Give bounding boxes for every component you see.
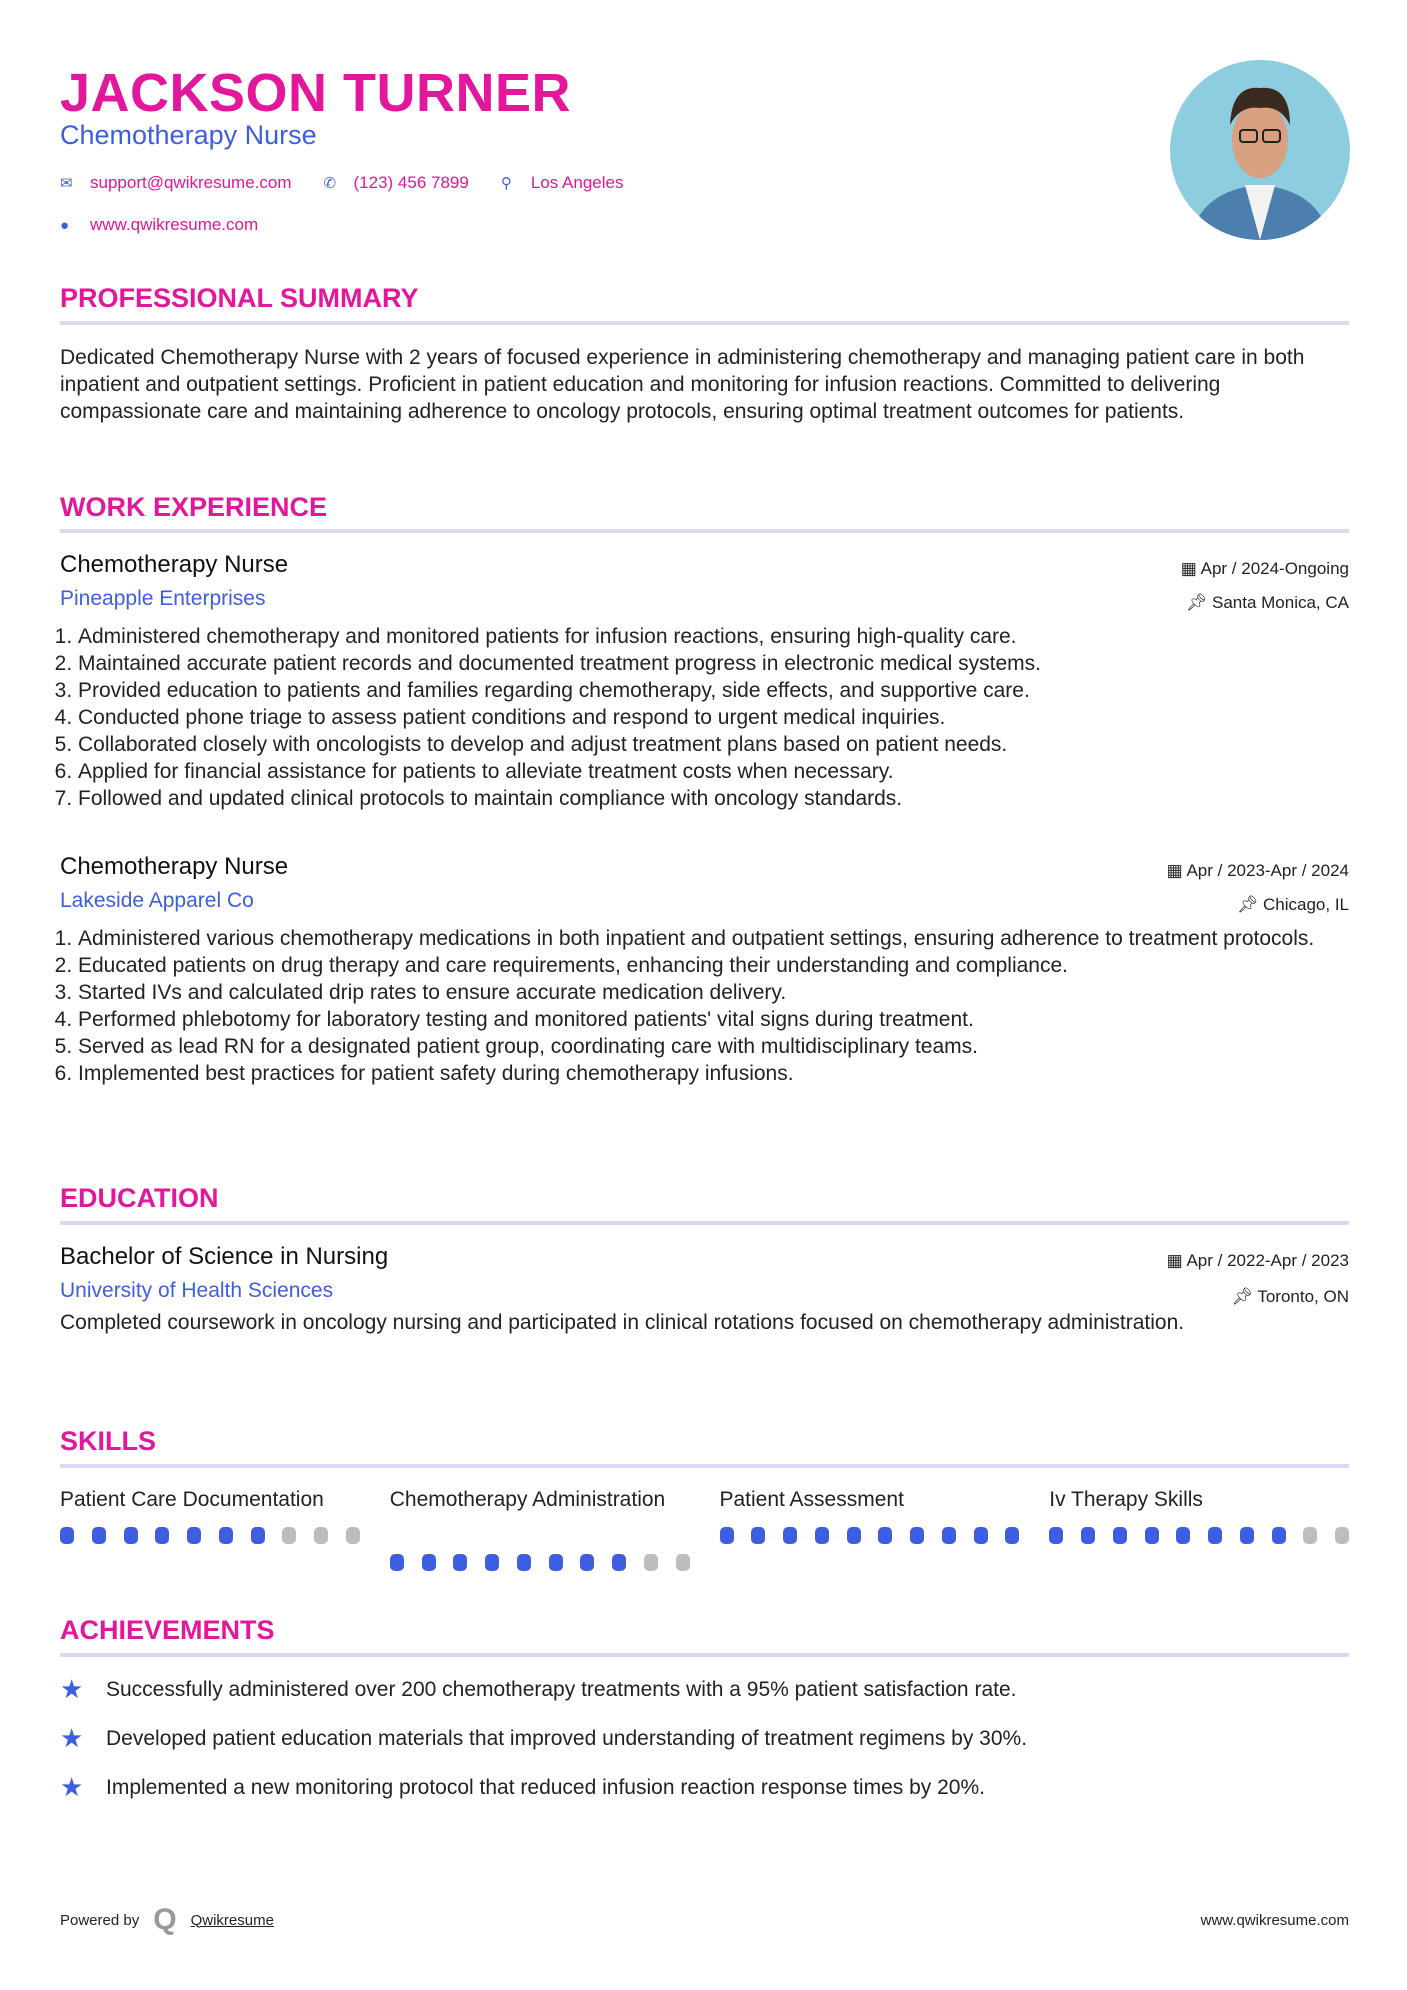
rating-dot-filled — [251, 1527, 265, 1544]
divider — [60, 1653, 1349, 1657]
education-heading: EDUCATION — [60, 1183, 219, 1213]
job-date: Apr / 2024-Ongoing — [1200, 559, 1349, 578]
bullet: 3. Started IVs and calculated drip rates to ensure accurate medication delivery. — [78, 979, 1349, 1006]
education-location: Toronto, ON — [1257, 1287, 1349, 1306]
school-name: University of Health Sciences — [60, 1279, 334, 1302]
bullet: 4. Conducted phone triage to assess patient conditions and respond to urgent medical inquiries. — [78, 704, 1349, 731]
bullet: 7. Followed and updated clinical protocols to maintain compliance with oncology standards. — [78, 785, 1349, 812]
rating-dot-empty — [644, 1554, 658, 1571]
summary-text: Dedicated Chemotherapy Nurse with 2 years of focused experience in administering chemotherapy and managing patient care in both inpatient and outpatient settings. Proficient in patient education and monitoring for infusion reactions. Committed to delivering compassionate care and maintaining adherence to oncology protocols, ensuring optimal treatment outcomes for patients. — [60, 346, 1305, 423]
rating-dot-filled — [1081, 1527, 1095, 1544]
rating-dot-filled — [60, 1527, 74, 1544]
skill-rating — [720, 1527, 1020, 1544]
rating-dot-filled — [878, 1527, 892, 1544]
job-entry — [60, 853, 1349, 1087]
globe-icon: ● — [60, 216, 70, 234]
bullet: 5. Collaborated closely with oncologists to develop and adjust treatment plans based on patient needs. — [78, 731, 1349, 758]
pin-icon: 📌︎ — [1236, 895, 1263, 914]
calendar-icon: ▦ — [1180, 559, 1201, 578]
rating-dot-filled — [974, 1527, 988, 1544]
skill-item — [1049, 1486, 1349, 1571]
rating-dot-filled — [1005, 1527, 1019, 1544]
education-entry — [60, 1243, 1349, 1336]
bullet: 6. Implemented best practices for patient safety during chemotherapy infusions. — [78, 1060, 1349, 1087]
rating-dot-filled — [580, 1554, 594, 1571]
rating-dot-filled — [910, 1527, 924, 1544]
rating-dot-filled — [1208, 1527, 1222, 1544]
website-link[interactable]: www.qwikresume.com — [90, 215, 259, 234]
skill-item — [390, 1486, 690, 1571]
qwikresume-logo-icon: Q — [153, 1903, 177, 1936]
rating-dot-filled — [390, 1554, 404, 1571]
divider — [60, 529, 1349, 533]
summary-heading: PROFESSIONAL SUMMARY — [60, 283, 419, 313]
skill-rating — [1049, 1527, 1349, 1544]
rating-dot-filled — [1049, 1527, 1063, 1544]
phone-icon: ✆ — [323, 175, 337, 192]
divider — [60, 1221, 1349, 1225]
bullet: 5. Served as lead RN for a designated patient group, coordinating care with multidisciplinary teams. — [78, 1033, 1349, 1060]
rating-dot-filled — [92, 1527, 106, 1544]
calendar-icon: ▦ — [1166, 1251, 1187, 1270]
education-description: Completed coursework in oncology nursing and participated in clinical rotations focused on chemotherapy administration. — [60, 1311, 1185, 1334]
job-title: Chemotherapy Nurse — [60, 551, 289, 578]
brand-link[interactable]: Qwikresume — [190, 1911, 274, 1929]
rating-dot-filled — [1145, 1527, 1159, 1544]
achievement-item — [60, 1772, 1349, 1803]
company-name: Lakeside Apparel Co — [60, 889, 254, 912]
degree: Bachelor of Science in Nursing — [60, 1243, 389, 1270]
rating-dot-empty — [1335, 1527, 1349, 1544]
rating-dot-filled — [1272, 1527, 1286, 1544]
bullet: 3. Provided education to patients and families regarding chemotherapy, side effects, and supportive care. — [78, 677, 1349, 704]
job-entry — [60, 551, 1349, 812]
calendar-icon: ▦ — [1166, 861, 1187, 880]
location-pin-icon: ⚲ — [500, 175, 512, 192]
rating-dot-filled — [422, 1554, 436, 1571]
rating-dot-filled — [612, 1554, 626, 1571]
job-bullets — [60, 925, 1349, 1087]
job-bullets — [60, 623, 1349, 812]
job-location: Santa Monica, CA — [1211, 593, 1349, 612]
rating-dot-filled — [219, 1527, 233, 1544]
star-icon: ★ — [60, 1772, 84, 1802]
rating-dot-filled — [942, 1527, 956, 1544]
rating-dot-empty — [314, 1527, 328, 1544]
rating-dot-empty — [1303, 1527, 1317, 1544]
rating-dot-empty — [676, 1554, 690, 1571]
email-icon: ✉ — [60, 175, 73, 192]
rating-dot-filled — [720, 1527, 734, 1544]
powered-by-label: Powered by — [60, 1911, 140, 1929]
rating-dot-filled — [124, 1527, 138, 1544]
rating-dot-filled — [783, 1527, 797, 1544]
rating-dot-filled — [847, 1527, 861, 1544]
bullet: 2. Educated patients on drug therapy and care requirements, enhancing their understanding and compliance. — [78, 952, 1349, 979]
rating-dot-filled — [1240, 1527, 1254, 1544]
rating-dot-filled — [549, 1554, 563, 1571]
candidate-name: JACKSON TURNER — [60, 63, 572, 123]
phone-text: (123) 456 7899 — [353, 173, 469, 192]
job-location: Chicago, IL — [1263, 895, 1349, 914]
skill-name: Patient Assessment — [719, 1488, 904, 1511]
achievement-text: Implemented a new monitoring protocol that reduced infusion reaction response times by 20%. — [106, 1775, 985, 1799]
achievement-item — [60, 1723, 1349, 1754]
work-heading: WORK EXPERIENCE — [60, 492, 328, 522]
star-icon: ★ — [60, 1723, 84, 1753]
achievements-heading: ACHIEVEMENTS — [60, 1615, 275, 1645]
profile-photo — [1170, 60, 1350, 240]
rating-dot-filled — [155, 1527, 169, 1544]
rating-dot-filled — [485, 1554, 499, 1571]
job-title: Chemotherapy Nurse — [60, 853, 289, 880]
bullet: 6. Applied for financial assistance for patients to alleviate treatment costs when necessary. — [78, 758, 1349, 785]
candidate-title: Chemotherapy Nurse — [60, 120, 317, 150]
bullet: 4. Performed phlebotomy for laboratory testing and monitored patients' vital signs during treatment. — [78, 1006, 1349, 1033]
rating-dot-filled — [453, 1554, 467, 1571]
rating-dot-filled — [1113, 1527, 1127, 1544]
achievement-text: Successfully administered over 200 chemotherapy treatments with a 95% patient satisfaction rate. — [106, 1677, 1017, 1701]
rating-dot-filled — [751, 1527, 765, 1544]
skill-name: Patient Care Documentation — [60, 1488, 324, 1511]
achievement-item — [60, 1674, 1349, 1705]
rating-dot-filled — [815, 1527, 829, 1544]
achievement-text: Developed patient education materials that improved understanding of treatment regimens by 30%. — [106, 1726, 1028, 1750]
location-text: Los Angeles — [530, 173, 624, 192]
footer-website[interactable]: www.qwikresume.com — [1200, 1911, 1349, 1929]
footer — [60, 1903, 1349, 1937]
skill-item — [60, 1486, 360, 1571]
rating-dot-empty — [282, 1527, 296, 1544]
job-date: Apr / 2023-Apr / 2024 — [1186, 861, 1349, 880]
rating-dot-empty — [346, 1527, 360, 1544]
skill-rating — [390, 1554, 690, 1571]
bullet: 1. Administered various chemotherapy medications in both inpatient and outpatient settings, ensuring adherence to treatment protocols. — [78, 925, 1349, 952]
star-icon: ★ — [60, 1674, 84, 1704]
pin-icon: 📌︎ — [1185, 593, 1212, 612]
rating-dot-filled — [1176, 1527, 1190, 1544]
skill-rating — [60, 1527, 360, 1544]
email-link[interactable]: support@qwikresume.com — [90, 173, 292, 192]
skill-name: Chemotherapy Administration — [389, 1488, 666, 1511]
skills-grid — [60, 1486, 1349, 1571]
pin-icon: 📌︎ — [1231, 1287, 1258, 1306]
rating-dot-filled — [187, 1527, 201, 1544]
divider — [60, 1464, 1349, 1468]
bullet: 2. Maintained accurate patient records and documented treatment progress in electronic medical systems. — [78, 650, 1349, 677]
contact-row — [60, 173, 1349, 193]
skill-name: Iv Therapy Skills — [1049, 1488, 1203, 1511]
bullet: 1. Administered chemotherapy and monitored patients for infusion reactions, ensuring high-quality care. — [78, 623, 1349, 650]
skill-item — [720, 1486, 1020, 1571]
education-date: Apr / 2022-Apr / 2023 — [1186, 1251, 1349, 1270]
rating-dot-filled — [517, 1554, 531, 1571]
achievements-list — [60, 1674, 1349, 1821]
company-name: Pineapple Enterprises — [60, 587, 266, 610]
skills-heading: SKILLS — [60, 1426, 157, 1456]
divider — [60, 321, 1349, 325]
